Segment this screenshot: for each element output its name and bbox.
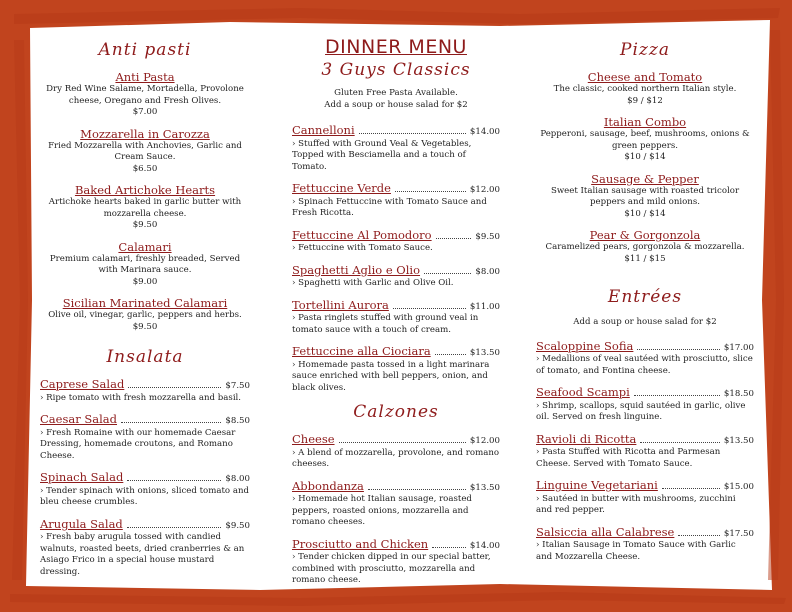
pizza-heading: Pizza bbox=[620, 40, 670, 60]
item-name: Seafood Scampi bbox=[536, 385, 630, 399]
item-name: Fettuccine alla Ciociara bbox=[292, 344, 431, 358]
menu-item bbox=[536, 172, 754, 221]
item-header-row bbox=[536, 525, 754, 541]
menu-item bbox=[292, 298, 500, 337]
item-name: Calamari bbox=[118, 239, 172, 254]
item-header-row bbox=[292, 298, 500, 314]
item-price: $10 / $14 bbox=[624, 152, 666, 162]
item-description: › Medallions of veal sautéed with prosciutto, slice of tomato, and Fontina cheese. bbox=[536, 354, 753, 376]
item-price: $17.50 bbox=[723, 528, 754, 539]
item-description: The classic, cooked northern Italian style. bbox=[553, 84, 737, 94]
menu-item bbox=[292, 344, 500, 394]
item-name: Italian Combo bbox=[603, 115, 687, 129]
item-name: Tortellini Aurora bbox=[292, 297, 389, 312]
dot-leader bbox=[121, 422, 221, 423]
item-price: $6.50 bbox=[132, 163, 158, 174]
item-description: › Sautéed in butter with mushrooms, zucchini and red pepper. bbox=[536, 493, 736, 515]
menu-item bbox=[40, 377, 250, 404]
item-price: $9.50 bbox=[132, 321, 158, 332]
item-description: › Homemade hot Italian sausage, roasted peppers, roasted onions, mozzarella and romano cheeses. bbox=[292, 494, 472, 527]
item-price: $13.50 bbox=[723, 435, 754, 446]
item-name: Linguine Vegetariani bbox=[536, 478, 658, 492]
dot-leader bbox=[436, 238, 472, 239]
item-name: Cannelloni bbox=[292, 123, 355, 137]
item-description: › Tender spinach with onions, sliced tomato and bleu cheese crumbles. bbox=[40, 485, 249, 507]
dot-leader bbox=[127, 527, 222, 528]
item-price: $11.00 bbox=[469, 301, 500, 312]
item-description: › Italian Sausage in Tomato Sauce with Garlic and Mozzarella Cheese. bbox=[536, 540, 736, 562]
item-price: $8.00 bbox=[225, 474, 250, 484]
item-name: Arugula Salad bbox=[40, 516, 123, 531]
dot-leader bbox=[128, 387, 221, 388]
item-price: $12.00 bbox=[469, 436, 500, 446]
item-price: $9.50 bbox=[225, 520, 250, 531]
item-name: Caesar Salad bbox=[40, 412, 118, 426]
item-description: › Tender chicken dipped in our special batter, combined with prosciutto, mozzarella and romano cheese. bbox=[292, 552, 491, 585]
item-description: › Fresh baby arugula tossed with candied walnuts, roasted beets, dried cranberries & an Asiago Frico in a special house mustard dressing. bbox=[40, 532, 245, 577]
menu-item bbox=[40, 296, 250, 333]
dot-leader bbox=[637, 349, 720, 350]
entrees-list bbox=[536, 339, 754, 564]
menu-item bbox=[292, 479, 500, 529]
item-name: Fettuccine Verde bbox=[292, 181, 391, 195]
item-description: › Fresh Romaine with our homemade Caesar Dressing, homemade croutons, and Romano Cheese. bbox=[40, 427, 236, 461]
menu-item bbox=[536, 339, 754, 378]
dot-leader bbox=[393, 308, 466, 309]
right-column bbox=[536, 36, 754, 571]
dot-leader bbox=[339, 442, 466, 443]
menu-item bbox=[292, 228, 500, 255]
menu-item bbox=[536, 228, 754, 265]
item-name: Baked Artichoke Hearts bbox=[74, 183, 216, 197]
item-description: Olive oil, vinegar, garlic, peppers and herbs. bbox=[48, 310, 242, 320]
gluten-free-note: Gluten Free Pasta Available. bbox=[334, 88, 458, 98]
item-price: $13.50 bbox=[469, 348, 500, 358]
entrees-note: Add a soup or house salad for $2 bbox=[573, 317, 717, 327]
item-price: $9.50 bbox=[475, 231, 500, 242]
item-price: $18.50 bbox=[723, 389, 754, 399]
item-price: $9.50 bbox=[132, 220, 158, 230]
item-header-row bbox=[536, 478, 754, 494]
insalata-heading: Insalata bbox=[106, 347, 184, 367]
item-description: › Fettuccine with Tomato Sauce. bbox=[292, 243, 433, 253]
menu-item bbox=[536, 478, 754, 517]
calzones-list bbox=[292, 432, 500, 587]
menu-item bbox=[40, 127, 250, 176]
item-header-row bbox=[292, 228, 500, 244]
item-price: $13.50 bbox=[469, 482, 500, 493]
item-price: $8.50 bbox=[225, 416, 250, 426]
item-description: › Shrimp, scallops, squid sautéed in garlic, olive oil. Served on fresh linguine. bbox=[536, 400, 746, 422]
dinner-note bbox=[292, 88, 500, 111]
menu-item bbox=[292, 432, 500, 471]
dot-leader bbox=[640, 442, 720, 443]
dot-leader bbox=[634, 395, 720, 396]
item-header-row bbox=[536, 339, 754, 355]
item-price: $14.00 bbox=[469, 127, 500, 137]
item-description: Premium calamari, freshly breaded, Served with Marinara sauce. bbox=[49, 253, 241, 275]
item-price: $17.00 bbox=[723, 342, 754, 353]
menu-item bbox=[292, 181, 500, 220]
insalata-list bbox=[40, 377, 250, 578]
item-price: $9.00 bbox=[132, 276, 158, 287]
item-price: $8.00 bbox=[475, 266, 500, 277]
item-price: $10 / $14 bbox=[624, 208, 666, 219]
dot-leader bbox=[678, 535, 720, 536]
item-header-row bbox=[40, 517, 250, 533]
item-description: › Pasta Stuffed with Ricotta and Parmesan Cheese. Served with Tomato Sauce. bbox=[536, 447, 721, 469]
menu-item bbox=[536, 432, 754, 471]
item-name: Mozzarella in Carozza bbox=[80, 126, 210, 141]
item-name: Spaghetti Aglio e Olio bbox=[292, 262, 421, 277]
item-price: $11 / $15 bbox=[624, 253, 666, 264]
item-description: › Spaghetti with Garlic and Olive Oil. bbox=[292, 278, 454, 288]
menu-item bbox=[40, 517, 250, 579]
dot-leader bbox=[424, 273, 471, 274]
item-description: Sweet Italian sausage with roasted tricolor peppers and mild onions. bbox=[550, 185, 740, 207]
item-description: › Pasta ringlets stuffed with ground veal in tomato sauce with a touch of cream. bbox=[292, 313, 479, 335]
item-header-row bbox=[292, 123, 500, 139]
item-description: › A blend of mozzarella, provolone, and romano cheeses. bbox=[292, 447, 500, 469]
classics-list bbox=[292, 123, 500, 394]
entrees-heading: Entrées bbox=[607, 287, 683, 307]
item-name: Pear & Gorgonzola bbox=[589, 228, 701, 242]
item-price: $15.00 bbox=[723, 482, 754, 492]
item-description: › Homemade pasta tossed in a light marinara sauce enriched with bell peppers, onion, and black olives. bbox=[292, 359, 490, 393]
menu-item bbox=[536, 525, 754, 564]
item-description: Artichoke hearts baked in garlic butter with mozzarella cheese. bbox=[48, 197, 242, 219]
menu-item bbox=[292, 537, 500, 587]
item-description: › Spinach Fettuccine with Tomato Sauce and Fresh Ricotta. bbox=[292, 196, 487, 218]
dot-leader bbox=[432, 547, 466, 548]
dot-leader bbox=[662, 488, 720, 489]
item-header-row bbox=[292, 432, 500, 448]
item-description: Caramelized pears, gorgonzola & mozzarella. bbox=[545, 242, 745, 252]
item-header-row bbox=[40, 470, 250, 486]
menu-item bbox=[292, 263, 500, 290]
item-name: Caprese Salad bbox=[40, 377, 125, 391]
item-description: Pepperoni, sausage, beef, mushrooms, onions & green peppers. bbox=[540, 129, 750, 151]
item-description: Dry Red Wine Salame, Mortadella, Provolone cheese, Oregano and Fresh Olives. bbox=[46, 84, 244, 106]
item-header-row bbox=[292, 479, 500, 495]
item-name: Scaloppine Sofia bbox=[536, 338, 634, 353]
item-name: Salsiccia alla Calabrese bbox=[536, 524, 675, 539]
item-price: $12.00 bbox=[469, 185, 500, 195]
pizza-list bbox=[536, 70, 754, 265]
item-name: Cheese bbox=[292, 432, 335, 446]
classics-heading: 3 Guys Classics bbox=[321, 60, 471, 80]
item-description: › Ripe tomato with fresh mozzarella and basil. bbox=[40, 392, 242, 403]
item-header-row bbox=[536, 385, 754, 401]
menu-item bbox=[40, 70, 250, 119]
menu-item bbox=[292, 123, 500, 173]
item-header-row bbox=[292, 537, 500, 553]
soup-salad-note: Add a soup or house salad for $2 bbox=[324, 99, 468, 110]
item-header-row bbox=[292, 344, 500, 360]
item-header-row bbox=[40, 377, 250, 393]
item-name: Sicilian Marinated Calamari bbox=[62, 296, 228, 310]
menu-item bbox=[40, 412, 250, 462]
item-name: Spinach Salad bbox=[40, 470, 124, 484]
item-header-row bbox=[40, 412, 250, 428]
antipasti-heading: Anti pasti bbox=[98, 40, 192, 60]
left-column bbox=[40, 36, 250, 586]
item-header-row bbox=[536, 432, 754, 448]
dot-leader bbox=[368, 489, 466, 490]
item-description: Fried Mozzarella with Anchovies, Garlic and Cream Sauce. bbox=[48, 140, 242, 162]
menu-item bbox=[40, 470, 250, 509]
item-name: Fettuccine Al Pomodoro bbox=[292, 227, 432, 242]
item-name: Cheese and Tomato bbox=[587, 70, 703, 84]
menu-item bbox=[536, 70, 754, 107]
calzones-heading: Calzones bbox=[353, 402, 439, 422]
dot-leader bbox=[127, 480, 221, 481]
middle-column bbox=[292, 36, 500, 595]
item-name: Ravioli di Ricotta bbox=[536, 431, 637, 446]
item-name: Prosciutto and Chicken bbox=[292, 536, 429, 551]
menu-item bbox=[536, 385, 754, 424]
item-name: Anti Pasta bbox=[115, 70, 175, 84]
item-header-row bbox=[292, 263, 500, 279]
menu-item bbox=[40, 240, 250, 289]
menu-item bbox=[40, 183, 250, 232]
item-price: $9 / $12 bbox=[627, 95, 663, 106]
item-price: $14.00 bbox=[469, 540, 500, 551]
item-header-row bbox=[292, 181, 500, 197]
dot-leader bbox=[435, 354, 466, 355]
item-price: $7.50 bbox=[225, 381, 250, 391]
antipasti-list bbox=[40, 70, 250, 333]
item-description: › Stuffed with Ground Veal & Vegetables, Topped with Besciamella and a touch of Tomato. bbox=[292, 138, 472, 172]
menu-title: DINNER MENU bbox=[325, 36, 467, 58]
item-price: $7.00 bbox=[132, 107, 158, 117]
dot-leader bbox=[359, 133, 466, 134]
item-name: Abbondanza bbox=[292, 478, 364, 493]
item-name: Sausage & Pepper bbox=[591, 171, 699, 186]
menu-item bbox=[536, 115, 754, 164]
dot-leader bbox=[395, 191, 466, 192]
